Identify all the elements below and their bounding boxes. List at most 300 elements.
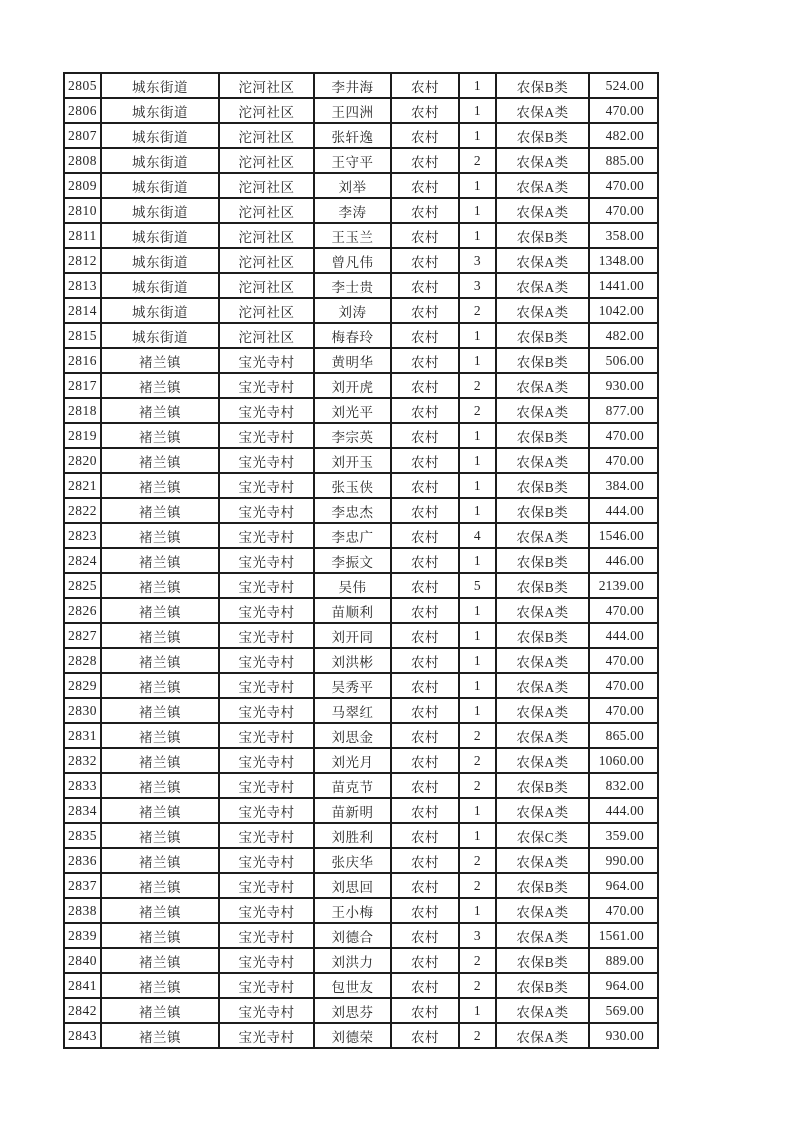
cell-insurance-type: 农保B类 bbox=[496, 423, 589, 448]
cell-category: 农村 bbox=[391, 748, 459, 773]
table-row bbox=[64, 248, 658, 273]
cell-insurance-type: 农保A类 bbox=[496, 248, 589, 273]
cell-row-id: 2808 bbox=[64, 148, 101, 173]
cell-person-count: 2 bbox=[459, 723, 496, 748]
table-row bbox=[64, 623, 658, 648]
cell-category: 农村 bbox=[391, 273, 459, 298]
cell-village: 宝光寺村 bbox=[219, 848, 314, 873]
cell-town: 城东街道 bbox=[101, 223, 219, 248]
cell-insurance-type: 农保A类 bbox=[496, 1023, 589, 1048]
cell-village: 宝光寺村 bbox=[219, 998, 314, 1023]
cell-person-count: 1 bbox=[459, 998, 496, 1023]
cell-insurance-type: 农保A类 bbox=[496, 373, 589, 398]
cell-person-count: 1 bbox=[459, 823, 496, 848]
cell-row-id: 2835 bbox=[64, 823, 101, 848]
cell-category: 农村 bbox=[391, 948, 459, 973]
cell-category: 农村 bbox=[391, 173, 459, 198]
cell-village: 宝光寺村 bbox=[219, 748, 314, 773]
table-row bbox=[64, 323, 658, 348]
cell-category: 农村 bbox=[391, 423, 459, 448]
cell-amount: 470.00 bbox=[589, 423, 658, 448]
cell-row-id: 2816 bbox=[64, 348, 101, 373]
cell-row-id: 2832 bbox=[64, 748, 101, 773]
cell-town: 褚兰镇 bbox=[101, 948, 219, 973]
cell-person-count: 2 bbox=[459, 148, 496, 173]
cell-row-id: 2809 bbox=[64, 173, 101, 198]
cell-person-name: 李忠杰 bbox=[314, 498, 391, 523]
cell-person-count: 1 bbox=[459, 648, 496, 673]
cell-person-count: 2 bbox=[459, 948, 496, 973]
cell-town: 褚兰镇 bbox=[101, 773, 219, 798]
cell-person-count: 1 bbox=[459, 173, 496, 198]
cell-category: 农村 bbox=[391, 998, 459, 1023]
cell-row-id: 2822 bbox=[64, 498, 101, 523]
cell-row-id: 2841 bbox=[64, 973, 101, 998]
cell-category: 农村 bbox=[391, 598, 459, 623]
cell-category: 农村 bbox=[391, 923, 459, 948]
cell-town: 褚兰镇 bbox=[101, 873, 219, 898]
cell-insurance-type: 农保A类 bbox=[496, 848, 589, 873]
cell-insurance-type: 农保A类 bbox=[496, 723, 589, 748]
cell-category: 农村 bbox=[391, 798, 459, 823]
cell-person-count: 1 bbox=[459, 123, 496, 148]
cell-person-count: 1 bbox=[459, 548, 496, 573]
cell-village: 宝光寺村 bbox=[219, 423, 314, 448]
cell-person-count: 2 bbox=[459, 848, 496, 873]
cell-person-name: 刘开玉 bbox=[314, 448, 391, 473]
table-row bbox=[64, 773, 658, 798]
cell-person-name: 李忠广 bbox=[314, 523, 391, 548]
cell-category: 农村 bbox=[391, 148, 459, 173]
cell-person-name: 李振文 bbox=[314, 548, 391, 573]
table-body bbox=[64, 73, 658, 1048]
cell-amount: 2139.00 bbox=[589, 573, 658, 598]
table-row bbox=[64, 873, 658, 898]
cell-person-count: 1 bbox=[459, 673, 496, 698]
cell-person-name: 马翠红 bbox=[314, 698, 391, 723]
cell-person-name: 吴伟 bbox=[314, 573, 391, 598]
cell-row-id: 2806 bbox=[64, 98, 101, 123]
cell-category: 农村 bbox=[391, 523, 459, 548]
cell-person-name: 刘涛 bbox=[314, 298, 391, 323]
cell-person-name: 李士贵 bbox=[314, 273, 391, 298]
cell-village: 宝光寺村 bbox=[219, 573, 314, 598]
cell-amount: 470.00 bbox=[589, 448, 658, 473]
cell-insurance-type: 农保B类 bbox=[496, 623, 589, 648]
cell-row-id: 2825 bbox=[64, 573, 101, 598]
cell-village: 沱河社区 bbox=[219, 198, 314, 223]
cell-insurance-type: 农保A类 bbox=[496, 298, 589, 323]
cell-village: 沱河社区 bbox=[219, 323, 314, 348]
cell-amount: 964.00 bbox=[589, 873, 658, 898]
cell-person-name: 刘洪彬 bbox=[314, 648, 391, 673]
cell-village: 沱河社区 bbox=[219, 248, 314, 273]
cell-village: 宝光寺村 bbox=[219, 1023, 314, 1048]
table-row bbox=[64, 798, 658, 823]
cell-person-count: 1 bbox=[459, 798, 496, 823]
cell-amount: 885.00 bbox=[589, 148, 658, 173]
table-row bbox=[64, 1023, 658, 1048]
cell-insurance-type: 农保A类 bbox=[496, 148, 589, 173]
cell-category: 农村 bbox=[391, 348, 459, 373]
cell-town: 褚兰镇 bbox=[101, 648, 219, 673]
cell-insurance-type: 农保A类 bbox=[496, 998, 589, 1023]
cell-town: 褚兰镇 bbox=[101, 998, 219, 1023]
table-row bbox=[64, 523, 658, 548]
cell-row-id: 2836 bbox=[64, 848, 101, 873]
cell-village: 沱河社区 bbox=[219, 298, 314, 323]
cell-person-count: 3 bbox=[459, 248, 496, 273]
cell-town: 褚兰镇 bbox=[101, 898, 219, 923]
cell-village: 宝光寺村 bbox=[219, 698, 314, 723]
cell-village: 宝光寺村 bbox=[219, 823, 314, 848]
cell-town: 城东街道 bbox=[101, 273, 219, 298]
cell-category: 农村 bbox=[391, 473, 459, 498]
cell-person-name: 王玉兰 bbox=[314, 223, 391, 248]
cell-town: 褚兰镇 bbox=[101, 498, 219, 523]
cell-village: 宝光寺村 bbox=[219, 473, 314, 498]
cell-town: 褚兰镇 bbox=[101, 448, 219, 473]
cell-amount: 359.00 bbox=[589, 823, 658, 848]
cell-row-id: 2838 bbox=[64, 898, 101, 923]
cell-town: 褚兰镇 bbox=[101, 723, 219, 748]
cell-village: 宝光寺村 bbox=[219, 373, 314, 398]
cell-category: 农村 bbox=[391, 1023, 459, 1048]
cell-row-id: 2831 bbox=[64, 723, 101, 748]
cell-amount: 930.00 bbox=[589, 373, 658, 398]
cell-village: 宝光寺村 bbox=[219, 448, 314, 473]
cell-village: 宝光寺村 bbox=[219, 948, 314, 973]
cell-town: 褚兰镇 bbox=[101, 698, 219, 723]
cell-insurance-type: 农保A类 bbox=[496, 448, 589, 473]
cell-category: 农村 bbox=[391, 823, 459, 848]
cell-person-name: 刘思回 bbox=[314, 873, 391, 898]
cell-insurance-type: 农保B类 bbox=[496, 323, 589, 348]
cell-insurance-type: 农保A类 bbox=[496, 748, 589, 773]
cell-category: 农村 bbox=[391, 123, 459, 148]
cell-person-count: 1 bbox=[459, 898, 496, 923]
cell-village: 沱河社区 bbox=[219, 73, 314, 98]
cell-insurance-type: 农保B类 bbox=[496, 123, 589, 148]
cell-category: 农村 bbox=[391, 298, 459, 323]
cell-person-name: 苗顺利 bbox=[314, 598, 391, 623]
cell-amount: 444.00 bbox=[589, 623, 658, 648]
cell-person-count: 2 bbox=[459, 973, 496, 998]
cell-row-id: 2820 bbox=[64, 448, 101, 473]
cell-village: 宝光寺村 bbox=[219, 623, 314, 648]
cell-person-name: 梅春玲 bbox=[314, 323, 391, 348]
cell-village: 宝光寺村 bbox=[219, 548, 314, 573]
cell-insurance-type: 农保B类 bbox=[496, 548, 589, 573]
cell-insurance-type: 农保B类 bbox=[496, 973, 589, 998]
cell-village: 宝光寺村 bbox=[219, 523, 314, 548]
table-row bbox=[64, 948, 658, 973]
table-row bbox=[64, 273, 658, 298]
cell-person-name: 包世友 bbox=[314, 973, 391, 998]
cell-category: 农村 bbox=[391, 723, 459, 748]
cell-person-name: 刘胜利 bbox=[314, 823, 391, 848]
cell-person-count: 4 bbox=[459, 523, 496, 548]
cell-town: 褚兰镇 bbox=[101, 923, 219, 948]
cell-town: 褚兰镇 bbox=[101, 598, 219, 623]
cell-person-name: 苗新明 bbox=[314, 798, 391, 823]
cell-insurance-type: 农保B类 bbox=[496, 873, 589, 898]
cell-amount: 470.00 bbox=[589, 648, 658, 673]
cell-category: 农村 bbox=[391, 848, 459, 873]
table-row bbox=[64, 473, 658, 498]
cell-person-count: 1 bbox=[459, 623, 496, 648]
cell-row-id: 2819 bbox=[64, 423, 101, 448]
cell-village: 宝光寺村 bbox=[219, 498, 314, 523]
table-row bbox=[64, 348, 658, 373]
cell-row-id: 2834 bbox=[64, 798, 101, 823]
cell-town: 城东街道 bbox=[101, 98, 219, 123]
cell-village: 沱河社区 bbox=[219, 173, 314, 198]
cell-person-name: 刘洪力 bbox=[314, 948, 391, 973]
cell-category: 农村 bbox=[391, 73, 459, 98]
cell-village: 宝光寺村 bbox=[219, 898, 314, 923]
cell-category: 农村 bbox=[391, 248, 459, 273]
cell-row-id: 2839 bbox=[64, 923, 101, 948]
cell-row-id: 2827 bbox=[64, 623, 101, 648]
cell-insurance-type: 农保A类 bbox=[496, 523, 589, 548]
cell-village: 沱河社区 bbox=[219, 223, 314, 248]
cell-row-id: 2843 bbox=[64, 1023, 101, 1048]
cell-amount: 358.00 bbox=[589, 223, 658, 248]
table-row bbox=[64, 398, 658, 423]
table-row bbox=[64, 173, 658, 198]
cell-amount: 1348.00 bbox=[589, 248, 658, 273]
cell-person-count: 1 bbox=[459, 98, 496, 123]
cell-category: 农村 bbox=[391, 623, 459, 648]
cell-insurance-type: 农保B类 bbox=[496, 473, 589, 498]
cell-person-name: 刘举 bbox=[314, 173, 391, 198]
cell-row-id: 2823 bbox=[64, 523, 101, 548]
cell-row-id: 2810 bbox=[64, 198, 101, 223]
table-row bbox=[64, 148, 658, 173]
cell-town: 褚兰镇 bbox=[101, 798, 219, 823]
cell-row-id: 2821 bbox=[64, 473, 101, 498]
cell-town: 褚兰镇 bbox=[101, 748, 219, 773]
cell-village: 沱河社区 bbox=[219, 148, 314, 173]
cell-person-count: 2 bbox=[459, 1023, 496, 1048]
cell-amount: 482.00 bbox=[589, 323, 658, 348]
table-row bbox=[64, 123, 658, 148]
cell-person-name: 曾凡伟 bbox=[314, 248, 391, 273]
cell-village: 宝光寺村 bbox=[219, 723, 314, 748]
cell-person-count: 1 bbox=[459, 198, 496, 223]
cell-amount: 506.00 bbox=[589, 348, 658, 373]
cell-row-id: 2842 bbox=[64, 998, 101, 1023]
cell-insurance-type: 农保A类 bbox=[496, 673, 589, 698]
pension-benefit-table bbox=[63, 72, 659, 1049]
cell-insurance-type: 农保A类 bbox=[496, 98, 589, 123]
table-row bbox=[64, 548, 658, 573]
cell-village: 宝光寺村 bbox=[219, 398, 314, 423]
cell-insurance-type: 农保A类 bbox=[496, 923, 589, 948]
cell-amount: 1546.00 bbox=[589, 523, 658, 548]
cell-amount: 444.00 bbox=[589, 498, 658, 523]
table-row bbox=[64, 923, 658, 948]
cell-insurance-type: 农保A类 bbox=[496, 598, 589, 623]
cell-person-count: 2 bbox=[459, 748, 496, 773]
table-row bbox=[64, 848, 658, 873]
cell-person-name: 刘思芬 bbox=[314, 998, 391, 1023]
cell-amount: 446.00 bbox=[589, 548, 658, 573]
cell-category: 农村 bbox=[391, 973, 459, 998]
cell-insurance-type: 农保B类 bbox=[496, 223, 589, 248]
cell-person-count: 3 bbox=[459, 923, 496, 948]
cell-insurance-type: 农保B类 bbox=[496, 773, 589, 798]
cell-person-name: 黄明华 bbox=[314, 348, 391, 373]
cell-amount: 470.00 bbox=[589, 198, 658, 223]
cell-insurance-type: 农保A类 bbox=[496, 398, 589, 423]
table-row bbox=[64, 423, 658, 448]
cell-category: 农村 bbox=[391, 98, 459, 123]
cell-amount: 889.00 bbox=[589, 948, 658, 973]
cell-village: 宝光寺村 bbox=[219, 798, 314, 823]
table-row bbox=[64, 598, 658, 623]
cell-person-count: 2 bbox=[459, 373, 496, 398]
cell-person-count: 1 bbox=[459, 73, 496, 98]
cell-town: 城东街道 bbox=[101, 198, 219, 223]
cell-category: 农村 bbox=[391, 373, 459, 398]
cell-category: 农村 bbox=[391, 323, 459, 348]
cell-village: 宝光寺村 bbox=[219, 348, 314, 373]
cell-category: 农村 bbox=[391, 498, 459, 523]
cell-amount: 964.00 bbox=[589, 973, 658, 998]
cell-amount: 444.00 bbox=[589, 798, 658, 823]
cell-row-id: 2815 bbox=[64, 323, 101, 348]
cell-village: 宝光寺村 bbox=[219, 873, 314, 898]
cell-village: 沱河社区 bbox=[219, 273, 314, 298]
cell-row-id: 2817 bbox=[64, 373, 101, 398]
table-row bbox=[64, 648, 658, 673]
table-row bbox=[64, 748, 658, 773]
cell-town: 城东街道 bbox=[101, 123, 219, 148]
cell-person-name: 张玉侠 bbox=[314, 473, 391, 498]
cell-town: 城东街道 bbox=[101, 173, 219, 198]
cell-person-count: 1 bbox=[459, 348, 496, 373]
cell-person-name: 刘开同 bbox=[314, 623, 391, 648]
cell-row-id: 2814 bbox=[64, 298, 101, 323]
cell-person-name: 刘光月 bbox=[314, 748, 391, 773]
cell-amount: 1561.00 bbox=[589, 923, 658, 948]
cell-row-id: 2829 bbox=[64, 673, 101, 698]
cell-insurance-type: 农保B类 bbox=[496, 73, 589, 98]
cell-person-count: 1 bbox=[459, 498, 496, 523]
cell-amount: 877.00 bbox=[589, 398, 658, 423]
cell-category: 农村 bbox=[391, 898, 459, 923]
cell-insurance-type: 农保B类 bbox=[496, 948, 589, 973]
cell-person-name: 刘开虎 bbox=[314, 373, 391, 398]
cell-amount: 930.00 bbox=[589, 1023, 658, 1048]
cell-town: 褚兰镇 bbox=[101, 423, 219, 448]
cell-category: 农村 bbox=[391, 698, 459, 723]
cell-village: 沱河社区 bbox=[219, 123, 314, 148]
cell-insurance-type: 农保B类 bbox=[496, 573, 589, 598]
cell-town: 城东街道 bbox=[101, 148, 219, 173]
cell-row-id: 2812 bbox=[64, 248, 101, 273]
cell-amount: 470.00 bbox=[589, 698, 658, 723]
table-row bbox=[64, 998, 658, 1023]
cell-amount: 1042.00 bbox=[589, 298, 658, 323]
cell-person-count: 1 bbox=[459, 698, 496, 723]
cell-town: 城东街道 bbox=[101, 248, 219, 273]
cell-category: 农村 bbox=[391, 398, 459, 423]
cell-person-name: 刘光平 bbox=[314, 398, 391, 423]
cell-row-id: 2813 bbox=[64, 273, 101, 298]
cell-amount: 1060.00 bbox=[589, 748, 658, 773]
cell-person-count: 5 bbox=[459, 573, 496, 598]
table-row bbox=[64, 98, 658, 123]
cell-row-id: 2807 bbox=[64, 123, 101, 148]
table-row bbox=[64, 673, 658, 698]
table-row bbox=[64, 448, 658, 473]
cell-amount: 470.00 bbox=[589, 673, 658, 698]
cell-row-id: 2833 bbox=[64, 773, 101, 798]
cell-village: 沱河社区 bbox=[219, 98, 314, 123]
cell-insurance-type: 农保A类 bbox=[496, 898, 589, 923]
cell-amount: 482.00 bbox=[589, 123, 658, 148]
cell-person-name: 张轩逸 bbox=[314, 123, 391, 148]
cell-person-count: 1 bbox=[459, 598, 496, 623]
cell-person-count: 2 bbox=[459, 873, 496, 898]
cell-amount: 470.00 bbox=[589, 98, 658, 123]
table-row bbox=[64, 573, 658, 598]
table-row bbox=[64, 973, 658, 998]
cell-village: 宝光寺村 bbox=[219, 673, 314, 698]
cell-insurance-type: 农保B类 bbox=[496, 498, 589, 523]
cell-insurance-type: 农保A类 bbox=[496, 798, 589, 823]
cell-person-name: 刘思金 bbox=[314, 723, 391, 748]
cell-category: 农村 bbox=[391, 773, 459, 798]
cell-row-id: 2826 bbox=[64, 598, 101, 623]
cell-village: 宝光寺村 bbox=[219, 598, 314, 623]
cell-town: 褚兰镇 bbox=[101, 473, 219, 498]
cell-village: 宝光寺村 bbox=[219, 973, 314, 998]
cell-amount: 470.00 bbox=[589, 173, 658, 198]
cell-row-id: 2840 bbox=[64, 948, 101, 973]
cell-town: 城东街道 bbox=[101, 323, 219, 348]
cell-town: 褚兰镇 bbox=[101, 348, 219, 373]
cell-person-name: 李宗英 bbox=[314, 423, 391, 448]
cell-town: 褚兰镇 bbox=[101, 973, 219, 998]
cell-amount: 1441.00 bbox=[589, 273, 658, 298]
cell-category: 农村 bbox=[391, 548, 459, 573]
cell-town: 褚兰镇 bbox=[101, 523, 219, 548]
cell-town: 褚兰镇 bbox=[101, 848, 219, 873]
cell-village: 宝光寺村 bbox=[219, 773, 314, 798]
cell-insurance-type: 农保A类 bbox=[496, 648, 589, 673]
cell-row-id: 2837 bbox=[64, 873, 101, 898]
cell-person-count: 2 bbox=[459, 398, 496, 423]
cell-person-name: 王守平 bbox=[314, 148, 391, 173]
cell-row-id: 2828 bbox=[64, 648, 101, 673]
table-row bbox=[64, 373, 658, 398]
table-row bbox=[64, 723, 658, 748]
cell-person-count: 3 bbox=[459, 273, 496, 298]
cell-person-name: 张庆华 bbox=[314, 848, 391, 873]
cell-row-id: 2805 bbox=[64, 73, 101, 98]
cell-person-name: 苗克节 bbox=[314, 773, 391, 798]
cell-town: 城东街道 bbox=[101, 73, 219, 98]
cell-category: 农村 bbox=[391, 223, 459, 248]
cell-amount: 470.00 bbox=[589, 598, 658, 623]
cell-person-name: 刘德荣 bbox=[314, 1023, 391, 1048]
cell-person-name: 刘德合 bbox=[314, 923, 391, 948]
cell-category: 农村 bbox=[391, 648, 459, 673]
